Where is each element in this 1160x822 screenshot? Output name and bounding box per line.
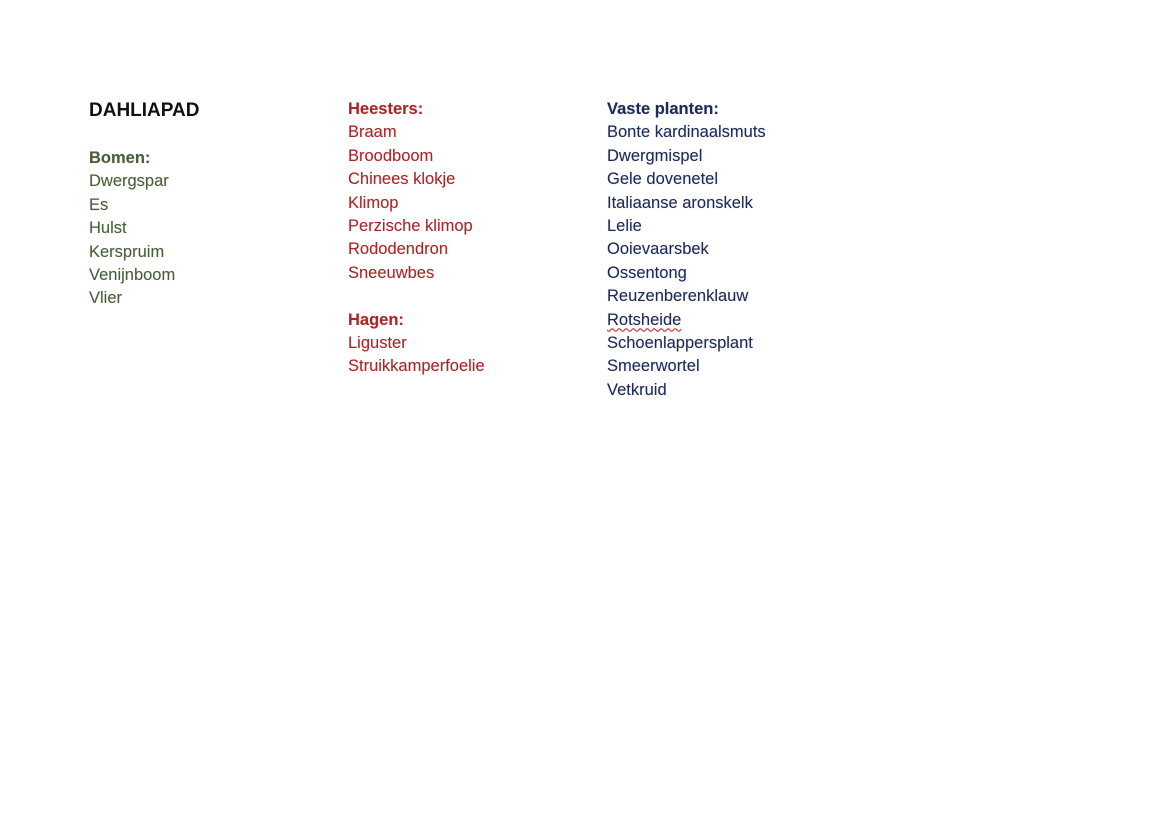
column-trees bbox=[89, 98, 199, 311]
perennial-item: Ooievaarsbek bbox=[607, 240, 709, 259]
hedge-item: Liguster bbox=[348, 334, 407, 353]
trees-heading: Bomen: bbox=[89, 149, 151, 167]
column-shrubs bbox=[348, 98, 485, 379]
perennial-item: Smeerwortel bbox=[607, 357, 700, 376]
shrub-item: Sneeuwbes bbox=[348, 263, 435, 282]
spellcheck-flagged-word: Rotsheide bbox=[607, 310, 682, 329]
perennial-item: Gele dovenetel bbox=[607, 170, 718, 189]
perennial-item: Ossentong bbox=[607, 263, 687, 282]
tree-item: Vlier bbox=[89, 289, 123, 308]
perennial-item: Bonte kardinaalsmuts bbox=[607, 123, 766, 142]
perennials-heading: Vaste planten: bbox=[607, 100, 719, 118]
shrub-item: Perzische klimop bbox=[348, 217, 473, 236]
shrub-item: Rododendron bbox=[348, 240, 448, 259]
perennial-item: Dwergmispel bbox=[607, 146, 703, 165]
section-spacer bbox=[348, 285, 485, 308]
tree-item: Kerspruim bbox=[89, 242, 165, 261]
perennial-item: Italiaanse aronskelk bbox=[607, 193, 753, 212]
shrubs-list bbox=[348, 121, 485, 285]
hedges-list bbox=[348, 332, 485, 379]
perennial-item: Lelie bbox=[607, 217, 642, 236]
tree-item: Dwergspar bbox=[89, 172, 169, 191]
hedges-heading: Hagen: bbox=[348, 310, 404, 329]
tree-item: Hulst bbox=[89, 219, 127, 238]
column-perennials bbox=[607, 98, 766, 402]
perennial-item: Vetkruid bbox=[607, 380, 667, 399]
tree-item: Venijnboom bbox=[89, 266, 176, 285]
perennial-item: Schoenlappersplant bbox=[607, 334, 753, 353]
tree-item: Es bbox=[89, 195, 109, 214]
perennial-item bbox=[607, 309, 766, 332]
shrub-item: Klimop bbox=[348, 193, 399, 212]
hedge-item: Struikkamperfoelie bbox=[348, 357, 485, 376]
perennials-list bbox=[607, 121, 766, 402]
shrubs-heading: Heesters: bbox=[348, 100, 424, 118]
shrub-item: Braam bbox=[348, 123, 397, 142]
document-title: DAHLIAPAD bbox=[89, 100, 200, 121]
perennial-item: Reuzenberenklauw bbox=[607, 287, 749, 306]
shrub-item: Chinees klokje bbox=[348, 170, 456, 189]
trees-list bbox=[89, 170, 199, 310]
shrub-item: Broodboom bbox=[348, 146, 434, 165]
